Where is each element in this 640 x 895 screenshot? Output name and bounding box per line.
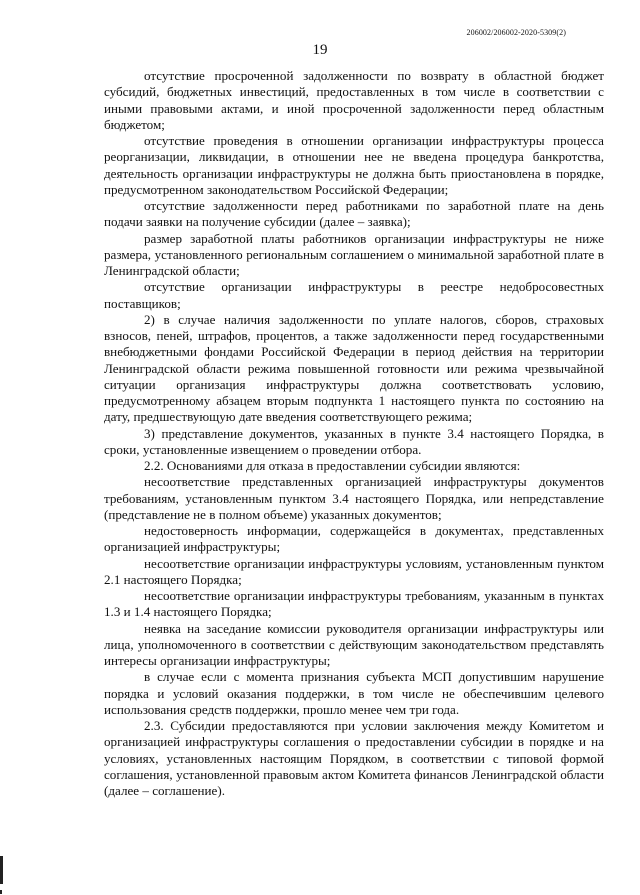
page-number: 19 — [312, 42, 328, 58]
paragraph: 2) в случае наличия задолженности по уплате налогов, сборов, страховых взносов, пеней, штрафов, процентов, а также задолженности перед государственными внебюджетными фондами Российской Федерации в период действия на территории Ленинградской области режима повышенной готовности или режима чрезвычайной ситуации организация инфраструктуры должна соответствовать условию, предусмотренному абзацем вторым подпункта 1 настоящего пункта по состоянию на дату, предшествующую дате введения соответствующего режима; — [104, 311, 604, 425]
scan-edge-mark — [0, 856, 3, 884]
paragraph: отсутствие организации инфраструктуры в реестре недобросовестных поставщиков; — [104, 279, 604, 311]
paragraph: размер заработной платы работников организации инфраструктуры не ниже размера, установленного региональным соглашением о минимальной заработной плате в Ленинградской области; — [104, 230, 604, 278]
document-body — [104, 68, 604, 799]
paragraph: несоответствие представленных организацией инфраструктуры документов требованиям, установленным пунктом 3.4 настоящего Порядка, или непредставление (представление не в полном объеме) указанных документов; — [104, 474, 604, 522]
paragraph: неявка на заседание комиссии руководителя организации инфраструктуры или лица, уполномоченного в соответствии с действующим законодательством представлять интересы организации инфраструктуры; — [104, 620, 604, 668]
paragraph: отсутствие просроченной задолженности по возврату в областной бюджет субсидий, бюджетных инвестиций, предоставленных в том числе в соответствии с иными правовыми актами, и иной просроченной задолженности перед областным бюджетом; — [104, 68, 604, 132]
paragraph: несоответствие организации инфраструктуры требованиям, указанным в пунктах 1.3 и 1.4 настоящего Порядка; — [104, 588, 604, 620]
paragraph: 3) представление документов, указанных в пункте 3.4 настоящего Порядка, в сроки, установленные извещением о проведении отбора. — [104, 425, 604, 457]
document-id: 206002/206002-2020-5309(2) — [466, 28, 566, 37]
paragraph: в случае если с момента признания субъекта МСП допустившим нарушение порядка и условий оказания поддержки, в том числе не обеспечившим целевого использования средств поддержки, прошло менее чем три года. — [104, 669, 604, 717]
scan-edge-dot — [0, 890, 2, 894]
paragraph: 2.2. Основаниями для отказа в предоставлении субсидии являются: — [144, 458, 521, 473]
paragraph: отсутствие задолженности перед работниками по заработной плате на день подачи заявки на получение субсидии (далее – заявка); — [104, 198, 604, 230]
paragraph: несоответствие организации инфраструктуры условиям, установленным пунктом 2.1 настоящего Порядка; — [104, 555, 604, 587]
paragraph: недостоверность информации, содержащейся в документах, представленных организацией инфраструктуры; — [104, 523, 604, 555]
paragraph: отсутствие проведения в отношении организации инфраструктуры процесса реорганизации, ликвидации, в отношении нее не введена процедура банкротства, деятельность организации инфраструктуры не должна быть приостановлена в порядке, предусмотренном законодательством Российской Федерации; — [104, 133, 604, 197]
paragraph: 2.3. Субсидии предоставляются при условии заключения между Комитетом и организацией инфраструктуры соглашения о предоставлении субсидии в порядке и на условиях, установленных настоящим Порядком, в соответствии с типовой формой соглашения, установленной правовым актом Комитета финансов Ленинградской области (далее – соглашение). — [104, 718, 604, 798]
